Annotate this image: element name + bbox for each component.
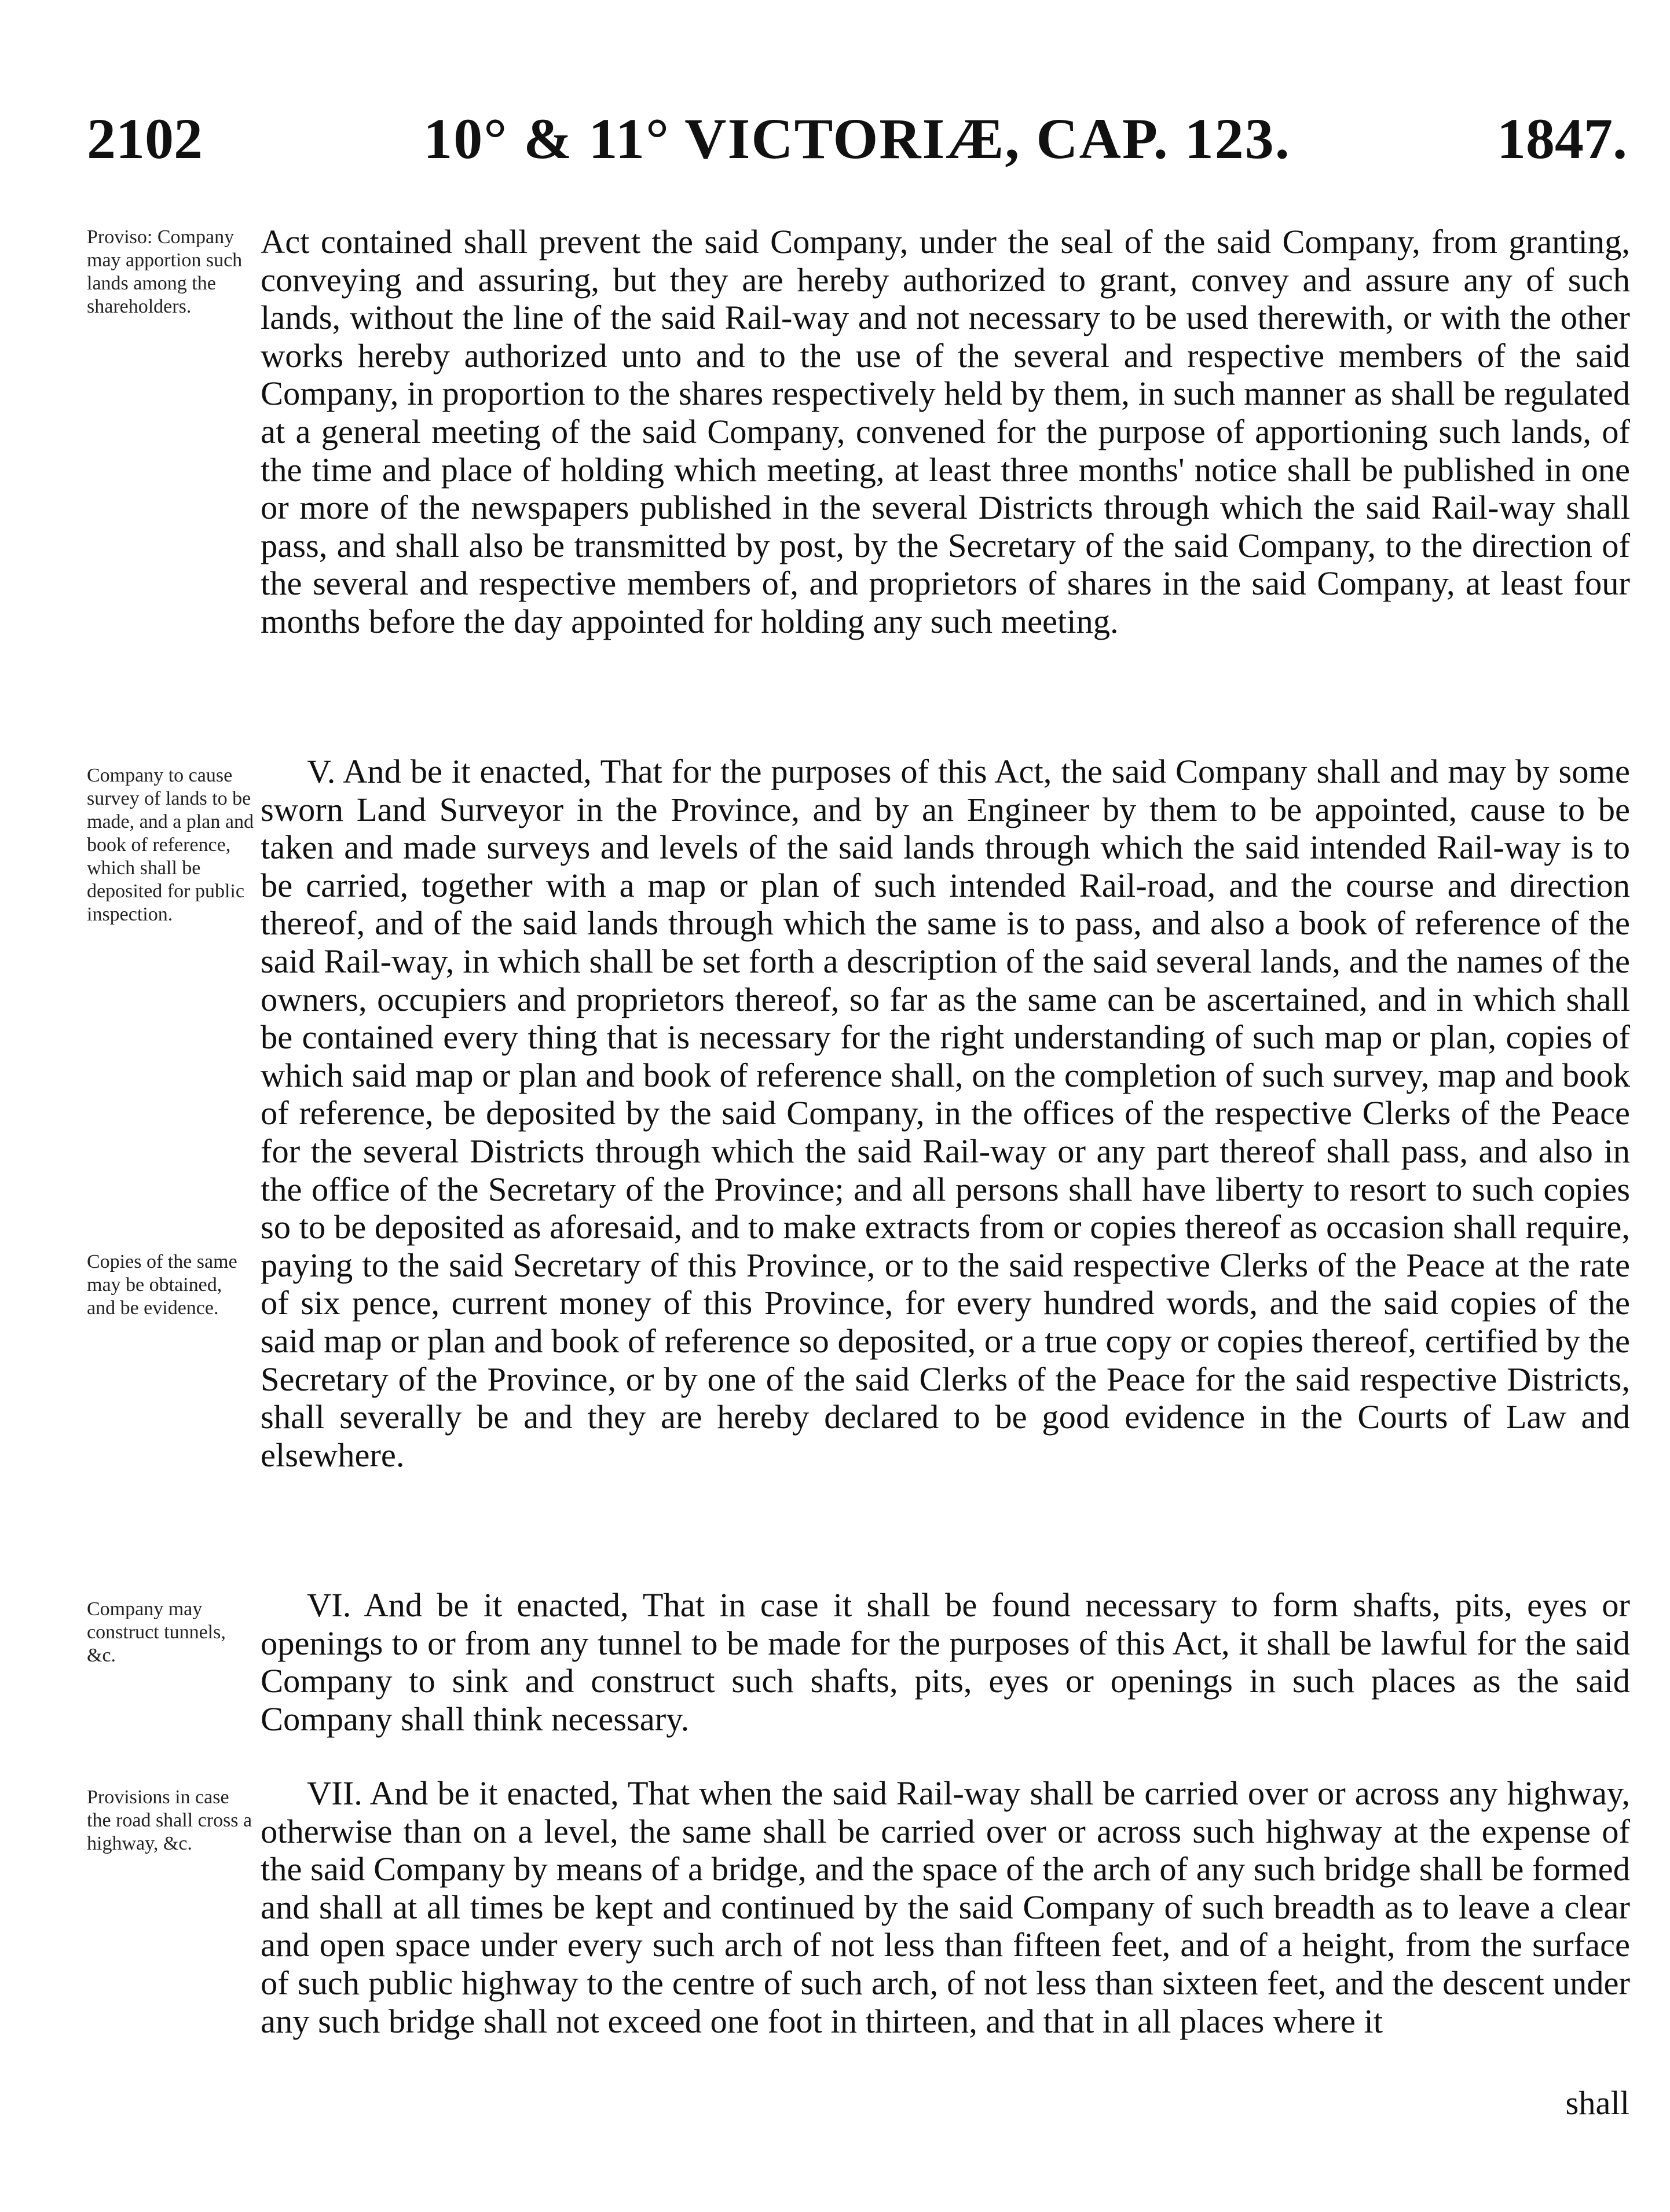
- section-text: Act contained shall prevent the said Company, under the seal of the said Company, from granting, conveying and assuring, but they are hereby authorized to grant, convey and assure any of such lands, without the line of the said Rail-way and not necessary to be used therewith, or with the other works hereby authorized unto and to the use of the several and respective members of the said Company, in proportion to the shares respectively held by them, in such manner as shall be regulated at a general meeting of the said Company, convened for the purpose of apportioning such lands, of the time and place of holding which meeting, at least three months' notice shall be published in one or more of the newspapers published in the several Districts through which the said Rail-way shall pass, and shall also be transmitted by post, by the Secretary of the said Company, to the direction of the several and respective members of, and proprietors of shares in the said Company, at least four months before the day appointed for holding any such meeting.: [261, 223, 1630, 640]
- marginal-note-2: Copies of the same may be obtained, and be evidence.: [87, 1251, 237, 1319]
- page-header: [87, 104, 1627, 174]
- marginal-note: Proviso: Company may apportion such lands among the shareholders.: [87, 226, 243, 317]
- marginal-note: Company may construct tunnels, &c.: [87, 1598, 226, 1666]
- page-year: 1847.: [1497, 107, 1627, 171]
- section-text: VI. And be it enacted, That in case it shall be found necessary to form shafts, pits, eyes or openings to or from any tunnel to be made for the purposes of this Act, it shall be lawful for the said Company to sink and construct such shafts, pits, eyes or openings in such places as the said Company shall think necessary.: [261, 1586, 1630, 1738]
- marginal-note: Company to cause survey of lands to be made, and a plan and book of reference, which shall be deposited for public inspection.: [87, 765, 254, 925]
- page-title: 10° & 11° VICTORIÆ, CAP. 123.: [423, 107, 1291, 171]
- section-text: V. And be it enacted, That for the purposes of this Act, the said Company shall and may by some sworn Land Surveyor in the Province, and by an Engineer by them to be appointed, cause to be taken and made surveys and levels of the said lands through which the said intended Rail-way is to be carried, together with a map or plan of such intended Rail-road, and the course and direction thereof, and of the said lands through which the same is to pass, and also a book of reference of the said Rail-way, in which shall be set forth a description of the said several lands, and the names of the owners, occupiers and proprietors thereof, so far as the same can be ascertained, and in which shall be contained every thing that is necessary for the right understanding of such map or plan, copies of which said map or plan and book of reference shall, on the completion of such survey, map and book of reference, be deposited by the said Company, in the offices of the respective Clerks of the Peace for the several Districts through which the said Rail-way or any part thereof shall pass, and also in the office of the Secretary of the Province; and all persons shall have liberty to resort to such copies so to be deposited as aforesaid, and to make extracts from or copies thereof as occasion shall require, paying to the said Secretary of this Province, or to the said respective Clerks of the Peace at the rate of six pence, current money of this Province, for every hundred words, and the said copies of the said map or plan and book of reference so deposited, or a true copy or copies thereof, certified by the Secretary of the Province, or by one of the said Clerks of the Peace for the said respective Districts, shall severally be and they are hereby declared to be good evidence in the Courts of Law and elsewhere.: [261, 753, 1630, 1474]
- marginal-note: Provisions in case the road shall cross a highway, &c.: [87, 1787, 252, 1854]
- section-text: VII. And be it enacted, That when the said Rail-way shall be carried over or across any highway, otherwise than on a level, the same shall be carried over or across such highway at the expense of the said Company by means of a bridge, and the space of the arch of any such bridge shall be formed and shall at all times be kept and continued by the said Company of such breadth as to leave a clear and open space under every such arch of not less than fifteen feet, and of a height, from the surface of such public highway to the centre of such arch, of not less than sixteen feet, and the descent under any such bridge shall not exceed one foot in thirteen, and that in all places where it: [261, 1774, 1630, 2040]
- catchword: shall: [1565, 2084, 1629, 2122]
- page-number: 2102: [87, 107, 203, 171]
